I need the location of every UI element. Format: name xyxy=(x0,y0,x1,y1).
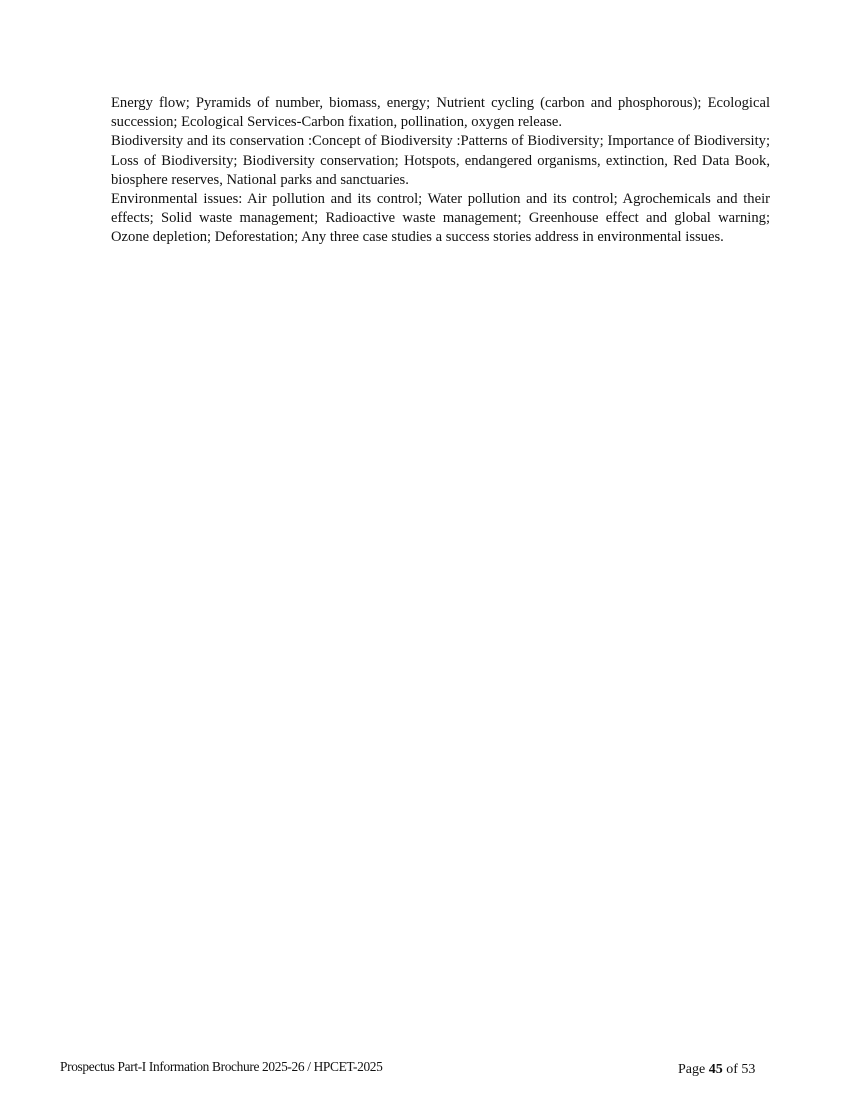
paragraph-biodiversity: Biodiversity and its conservation :Concept of Biodiversity :Patterns of Biodiversity; Importance of Biodiversity; Loss of Biodiversity; Biodiversity conservation; Hotspots, endangered organisms, extinction, Red Data Book, biosphere reserves, National parks and sanctuaries. xyxy=(111,133,770,188)
page-number: 45 xyxy=(708,1062,723,1077)
footer-page-indicator xyxy=(678,1062,755,1078)
document-body xyxy=(111,94,770,248)
page-total: of 53 xyxy=(726,1062,756,1077)
page-prefix: Page xyxy=(678,1062,706,1077)
paragraph-environmental-issues: Environmental issues: Air pollution and its control; Water pollution and its control; Agrochemicals and their effects; Solid waste management; Radioactive waste management; Greenhouse effect and global warning; Ozone depletion; Deforestation; Any three case studies a success stories address in environmental issues. xyxy=(111,191,770,246)
footer-document-title: Prospectus Part-I Information Brochure 2025-26 / HPCET-2025 xyxy=(60,1059,383,1074)
paragraph-ecology: Energy flow; Pyramids of number, biomass, energy; Nutrient cycling (carbon and phosphorous); Ecological succession; Ecological Services-Carbon fixation, pollination, oxygen release. xyxy=(111,95,770,131)
